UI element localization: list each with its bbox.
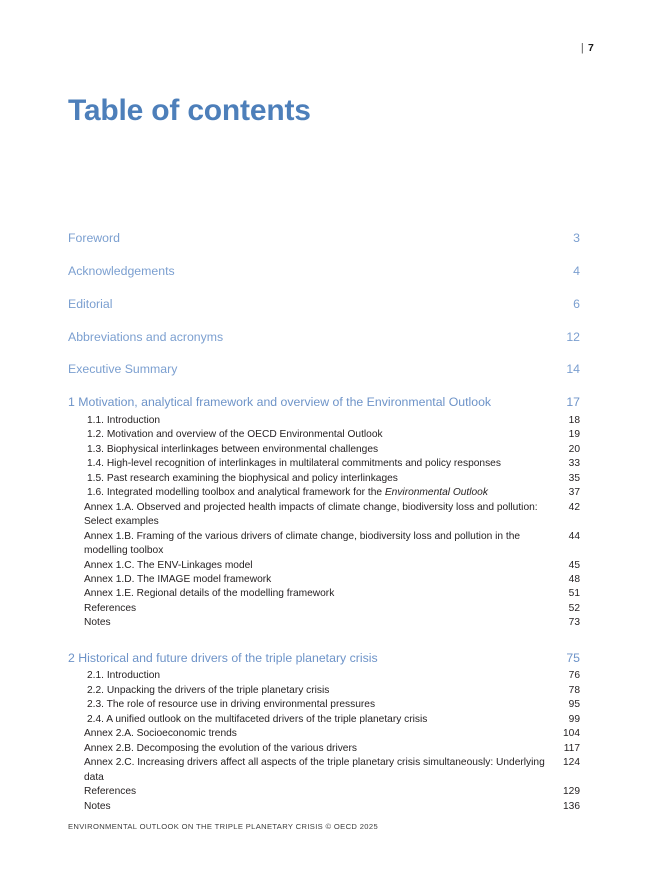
toc-annex-entry[interactable] bbox=[84, 573, 580, 587]
toc-section-entry[interactable] bbox=[87, 486, 580, 500]
running-header bbox=[581, 42, 594, 54]
chapter-list bbox=[68, 395, 580, 814]
toc-annex-entry[interactable] bbox=[84, 587, 580, 601]
toc-entry-label: Notes bbox=[84, 617, 111, 629]
toc-section-entry[interactable] bbox=[87, 684, 580, 698]
toc-front-matter-entry[interactable] bbox=[68, 297, 580, 312]
toc-entry-label: 1.1. Introduction bbox=[87, 414, 161, 426]
front-matter-list bbox=[68, 231, 580, 378]
toc-entry-page-number: 14 bbox=[566, 362, 580, 377]
toc-entry-page-number: 44 bbox=[568, 530, 580, 542]
toc-section-entry[interactable] bbox=[87, 472, 580, 486]
toc-entry-label: Annex 2.B. Decomposing the evolution of the various drivers bbox=[84, 742, 357, 754]
toc-chapter-block bbox=[68, 651, 580, 814]
toc-entry-label: Annex 1.E. Regional details of the modelling framework bbox=[84, 588, 335, 600]
toc-entry-page-number: 99 bbox=[568, 713, 580, 725]
toc-entry-label: Annex 1.B. Framing of the various drivers of climate change, biodiversity loss and pollution in the modelling toolbox bbox=[84, 530, 521, 557]
toc-entry-page-number: 117 bbox=[563, 742, 580, 754]
toc-entry-page-number: 51 bbox=[568, 588, 580, 600]
toc-section-entry[interactable] bbox=[87, 698, 580, 712]
page-title: Table of contents bbox=[68, 94, 311, 128]
toc-section-entry[interactable] bbox=[87, 669, 580, 683]
table-of-contents bbox=[68, 231, 580, 814]
toc-entry-page-number: 12 bbox=[566, 329, 580, 344]
toc-entry-page-number: 6 bbox=[573, 296, 580, 311]
toc-entry-label: Foreword bbox=[68, 231, 120, 245]
toc-entry-page-number: 52 bbox=[568, 602, 580, 614]
toc-entry-page-number: 73 bbox=[568, 617, 580, 629]
toc-entry-label: Annex 1.A. Observed and projected health impacts of climate change, biodiversity loss and pollution: Select examples bbox=[84, 501, 538, 528]
toc-entry-page-number: 45 bbox=[568, 559, 580, 571]
toc-front-matter-entry[interactable] bbox=[68, 264, 580, 279]
toc-entry-label: References bbox=[84, 786, 137, 798]
toc-entry-label: 2.4. A unified outlook on the multifaceted drivers of the triple planetary crisis bbox=[87, 713, 428, 725]
toc-chapter-heading[interactable] bbox=[68, 651, 580, 666]
toc-front-matter-entry[interactable] bbox=[68, 362, 580, 377]
toc-annex-entry[interactable] bbox=[84, 559, 580, 573]
toc-entry-label: 2.3. The role of resource use in driving environmental pressures bbox=[87, 699, 376, 711]
toc-entry-page-number: 78 bbox=[568, 684, 580, 696]
toc-entry-label: Annex 1.C. The ENV-Linkages model bbox=[84, 559, 253, 571]
toc-entry-label: References bbox=[84, 602, 137, 614]
toc-entry-label: Annex 2.A. Socioeconomic trends bbox=[84, 728, 237, 740]
toc-entry-page-number: 104 bbox=[563, 728, 580, 740]
toc-annex-entry[interactable] bbox=[84, 501, 580, 530]
toc-entry-label: Annex 1.D. The IMAGE model framework bbox=[84, 573, 272, 585]
toc-section-entry[interactable] bbox=[87, 457, 580, 471]
toc-entry-page-number: 3 bbox=[573, 231, 580, 245]
toc-entry-label: Executive Summary bbox=[68, 362, 178, 377]
toc-annex-entry[interactable] bbox=[84, 530, 580, 559]
toc-annex-entry[interactable] bbox=[84, 727, 580, 741]
toc-entry-label: 1.5. Past research examining the biophysical and policy interlinkages bbox=[87, 472, 398, 484]
toc-entry-page-number: 20 bbox=[568, 443, 580, 455]
toc-entry-label: Abbreviations and acronyms bbox=[68, 329, 224, 344]
toc-entry-page-number: 4 bbox=[573, 263, 580, 278]
toc-section-entry[interactable] bbox=[87, 414, 580, 428]
toc-annex-entry[interactable] bbox=[84, 785, 580, 799]
toc-section-entry[interactable] bbox=[87, 428, 580, 442]
toc-entry-page-number: 42 bbox=[568, 501, 580, 513]
toc-entry-page-number: 75 bbox=[566, 650, 580, 665]
toc-annex-entry[interactable] bbox=[84, 602, 580, 616]
toc-entry-page-number: 76 bbox=[568, 670, 580, 682]
toc-entry-page-number: 17 bbox=[566, 395, 580, 410]
toc-entry-label: 2.2. Unpacking the drivers of the triple planetary crisis bbox=[87, 684, 330, 696]
toc-annex-entry[interactable] bbox=[84, 742, 580, 756]
toc-entry-label: 1.2. Motivation and overview of the OECD Environmental Outlook bbox=[87, 429, 383, 441]
toc-entry-page-number: 129 bbox=[563, 786, 580, 798]
toc-entry-page-number: 19 bbox=[568, 429, 580, 441]
toc-entry-page-number: 37 bbox=[568, 487, 580, 499]
toc-entry-page-number: 35 bbox=[568, 472, 580, 484]
toc-front-matter-entry[interactable] bbox=[68, 231, 580, 246]
toc-entry-label: Editorial bbox=[68, 296, 113, 311]
toc-chapter-block bbox=[68, 395, 580, 631]
toc-entry-page-number: 18 bbox=[568, 414, 580, 426]
toc-entry-page-number: 48 bbox=[568, 573, 580, 585]
header-page-number: 7 bbox=[587, 42, 594, 54]
toc-entry-page-number: 95 bbox=[568, 699, 580, 711]
toc-entry-label: Notes bbox=[84, 800, 111, 812]
toc-entry-label: 2 Historical and future drivers of the triple planetary crisis bbox=[68, 650, 378, 665]
header-separator: | bbox=[580, 42, 584, 54]
toc-entry-label: 1.3. Biophysical interlinkages between environmental challenges bbox=[87, 443, 379, 455]
toc-entry-page-number: 124 bbox=[563, 757, 580, 769]
toc-front-matter-entry[interactable] bbox=[68, 330, 580, 345]
toc-annex-entry[interactable] bbox=[84, 800, 580, 814]
page-footer: ENVIRONMENTAL OUTLOOK ON THE TRIPLE PLANETARY CRISIS © OECD 2025 bbox=[68, 822, 379, 831]
toc-entry-label-italic: Environmental Outlook bbox=[384, 487, 488, 499]
toc-annex-entry[interactable] bbox=[84, 616, 580, 630]
toc-entry-page-number: 33 bbox=[568, 458, 580, 470]
toc-section-entry[interactable] bbox=[87, 443, 580, 457]
toc-entry-label: 1.4. High-level recognition of interlinkages in multilateral commitments and policy responses bbox=[87, 458, 501, 470]
toc-entry-label: 1.6. Integrated modelling toolbox and analytical framework for the Environmental Outlook bbox=[87, 487, 488, 499]
toc-entry-label: Acknowledgements bbox=[68, 263, 175, 278]
toc-entry-label: 2.1. Introduction bbox=[87, 670, 161, 682]
toc-chapter-heading[interactable] bbox=[68, 395, 580, 410]
toc-entry-page-number: 136 bbox=[563, 800, 580, 812]
toc-annex-entry[interactable] bbox=[84, 756, 580, 785]
toc-entry-label: 1 Motivation, analytical framework and overview of the Environmental Outlook bbox=[68, 395, 492, 410]
toc-section-entry[interactable] bbox=[87, 713, 580, 727]
toc-entry-label: Annex 2.C. Increasing drivers affect all aspects of the triple planetary crisis simultaneously: Underlying data bbox=[84, 757, 545, 783]
